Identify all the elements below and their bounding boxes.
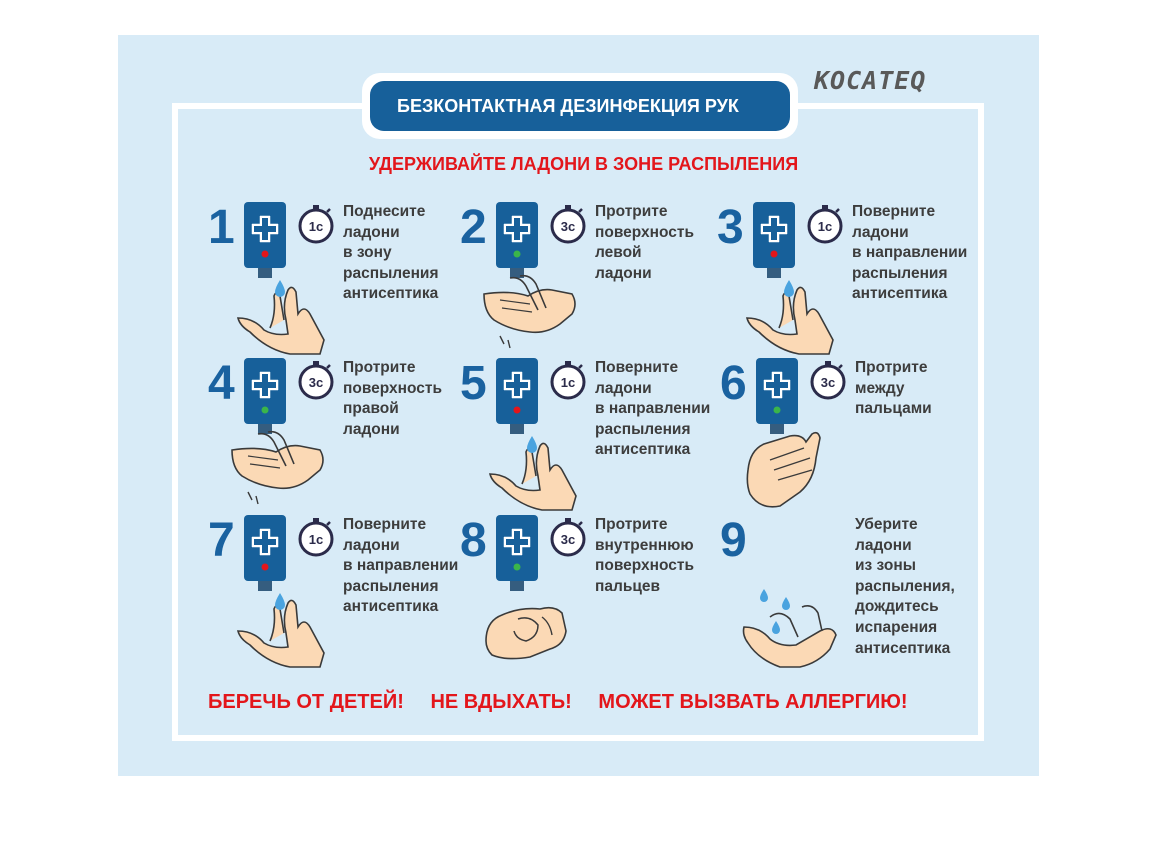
timer-icon <box>548 204 588 244</box>
step-text-line: пальцев <box>595 577 661 595</box>
step-text-line: Протрите <box>595 516 668 533</box>
svg-text:3с: 3с <box>820 375 836 390</box>
step-text-line: в зону <box>343 244 392 262</box>
timer-icon <box>548 360 588 400</box>
step-1 <box>208 202 478 362</box>
timer-icon <box>548 517 588 557</box>
step-text-line: распыления <box>343 577 439 595</box>
step-text-line: пальцами <box>855 400 932 418</box>
step-text-line: Поверните <box>343 516 427 533</box>
step-text-line: ладони <box>343 536 400 554</box>
warning-children: БЕРЕЧЬ ОТ ДЕТЕЙ! <box>208 691 404 713</box>
step-text-line: дождитесь <box>855 598 939 616</box>
step-4 <box>208 358 478 518</box>
warning-inhale: НЕ ВДЫХАТЬ! <box>430 691 572 713</box>
poster-title: БЕЗКОНТАКТНАЯ ДЕЗИНФЕКЦИЯ РУК <box>370 81 790 131</box>
step-text-line: распыления <box>852 264 948 282</box>
step-number: 2 <box>460 201 487 254</box>
dispenser-icon <box>496 358 538 438</box>
step-text-line: из зоны <box>855 557 916 575</box>
hands-icon <box>737 274 837 356</box>
hands-icon <box>228 587 328 669</box>
step-number: 4 <box>208 357 235 410</box>
step-5 <box>460 358 730 518</box>
step-text-line: распыления <box>595 420 691 438</box>
dispenser-icon <box>244 358 286 438</box>
step-text-line: в направлении <box>595 400 711 418</box>
brand-logo: KOCATEQ <box>814 66 927 95</box>
hands-icon <box>740 587 840 669</box>
warning-allergy: МОЖЕТ ВЫЗВАТЬ АЛЛЕРГИЮ! <box>598 691 908 713</box>
poster-subtitle: УДЕРЖИВАЙТЕ ЛАДОНИ В ЗОНЕ РАСПЫЛЕНИЯ <box>368 154 799 174</box>
hands-icon <box>480 274 580 356</box>
step-text-line: антисептика <box>343 598 439 616</box>
step-number: 7 <box>208 514 235 567</box>
step-text-line: ладони <box>343 223 400 241</box>
svg-text:1с: 1с <box>308 532 324 547</box>
timer-icon <box>296 360 336 400</box>
step-text-line: поверхность <box>343 379 443 397</box>
step-text-line: поверхность <box>595 557 695 575</box>
step-text <box>855 358 932 420</box>
step-text-line: ладони <box>595 264 652 282</box>
hands-icon <box>228 430 328 512</box>
step-text-line: ладони <box>595 379 652 397</box>
step-text <box>852 202 967 305</box>
dispenser-icon <box>244 202 286 282</box>
step-text <box>595 515 694 597</box>
timer-icon <box>296 204 336 244</box>
step-2 <box>460 202 730 362</box>
step-text <box>855 515 955 659</box>
svg-text:1с: 1с <box>817 219 833 234</box>
step-number: 3 <box>717 201 744 254</box>
dispenser-icon <box>756 358 798 438</box>
dispenser-icon <box>496 515 538 595</box>
step-text-line: левой <box>595 244 642 262</box>
step-number: 1 <box>208 201 235 254</box>
step-text-line: Уберите <box>855 516 918 533</box>
step-text <box>595 202 694 284</box>
step-text-line: в направлении <box>852 244 968 262</box>
step-text-line: между <box>855 379 905 397</box>
timer-icon <box>808 360 848 400</box>
svg-text:1с: 1с <box>308 219 324 234</box>
step-text-line: Поверните <box>852 203 936 220</box>
hands-icon <box>480 430 580 512</box>
step-number: 8 <box>460 514 487 567</box>
timer-icon <box>805 204 845 244</box>
step-number: 9 <box>720 514 747 567</box>
step-text-line: в направлении <box>343 557 459 575</box>
step-7 <box>208 515 478 675</box>
step-text-line: ладони <box>343 420 400 438</box>
step-9 <box>720 515 990 675</box>
timer-icon <box>296 517 336 557</box>
step-text-line: антисептика <box>852 285 948 303</box>
step-text-line: правой <box>343 400 399 418</box>
step-text-line: ладони <box>852 223 909 241</box>
svg-text:3с: 3с <box>560 219 576 234</box>
svg-text:3с: 3с <box>560 532 576 547</box>
step-text-line: антисептика <box>343 285 439 303</box>
svg-text:3с: 3с <box>308 375 324 390</box>
step-6 <box>720 358 990 518</box>
step-3 <box>717 202 987 362</box>
step-8 <box>460 515 730 675</box>
step-text-line: Поверните <box>595 359 679 376</box>
dispenser-icon <box>496 202 538 282</box>
step-text-line: антисептика <box>595 441 691 459</box>
step-text-line: ладони <box>855 536 912 554</box>
hands-icon <box>228 274 328 356</box>
step-text-line: поверхность <box>595 223 695 241</box>
warnings <box>208 691 968 714</box>
hands-icon <box>480 587 580 669</box>
step-text <box>595 358 710 461</box>
hands-icon <box>740 430 840 512</box>
step-text <box>343 515 458 618</box>
step-text-line: Протрите <box>855 359 928 376</box>
step-text-line: Протрите <box>595 203 668 220</box>
step-text <box>343 202 439 305</box>
step-text-line: распыления, <box>855 577 955 595</box>
step-text-line: испарения <box>855 618 938 636</box>
step-text-line: антисептика <box>855 639 951 657</box>
step-text-line: Поднесите <box>343 203 426 220</box>
step-number: 5 <box>460 357 487 410</box>
step-text <box>343 358 442 440</box>
step-text-line: Протрите <box>343 359 416 376</box>
step-text-line: распыления <box>343 264 439 282</box>
dispenser-icon <box>753 202 795 282</box>
step-number: 6 <box>720 357 747 410</box>
step-text-line: внутреннюю <box>595 536 694 554</box>
dispenser-icon <box>244 515 286 595</box>
svg-text:1с: 1с <box>560 375 576 390</box>
